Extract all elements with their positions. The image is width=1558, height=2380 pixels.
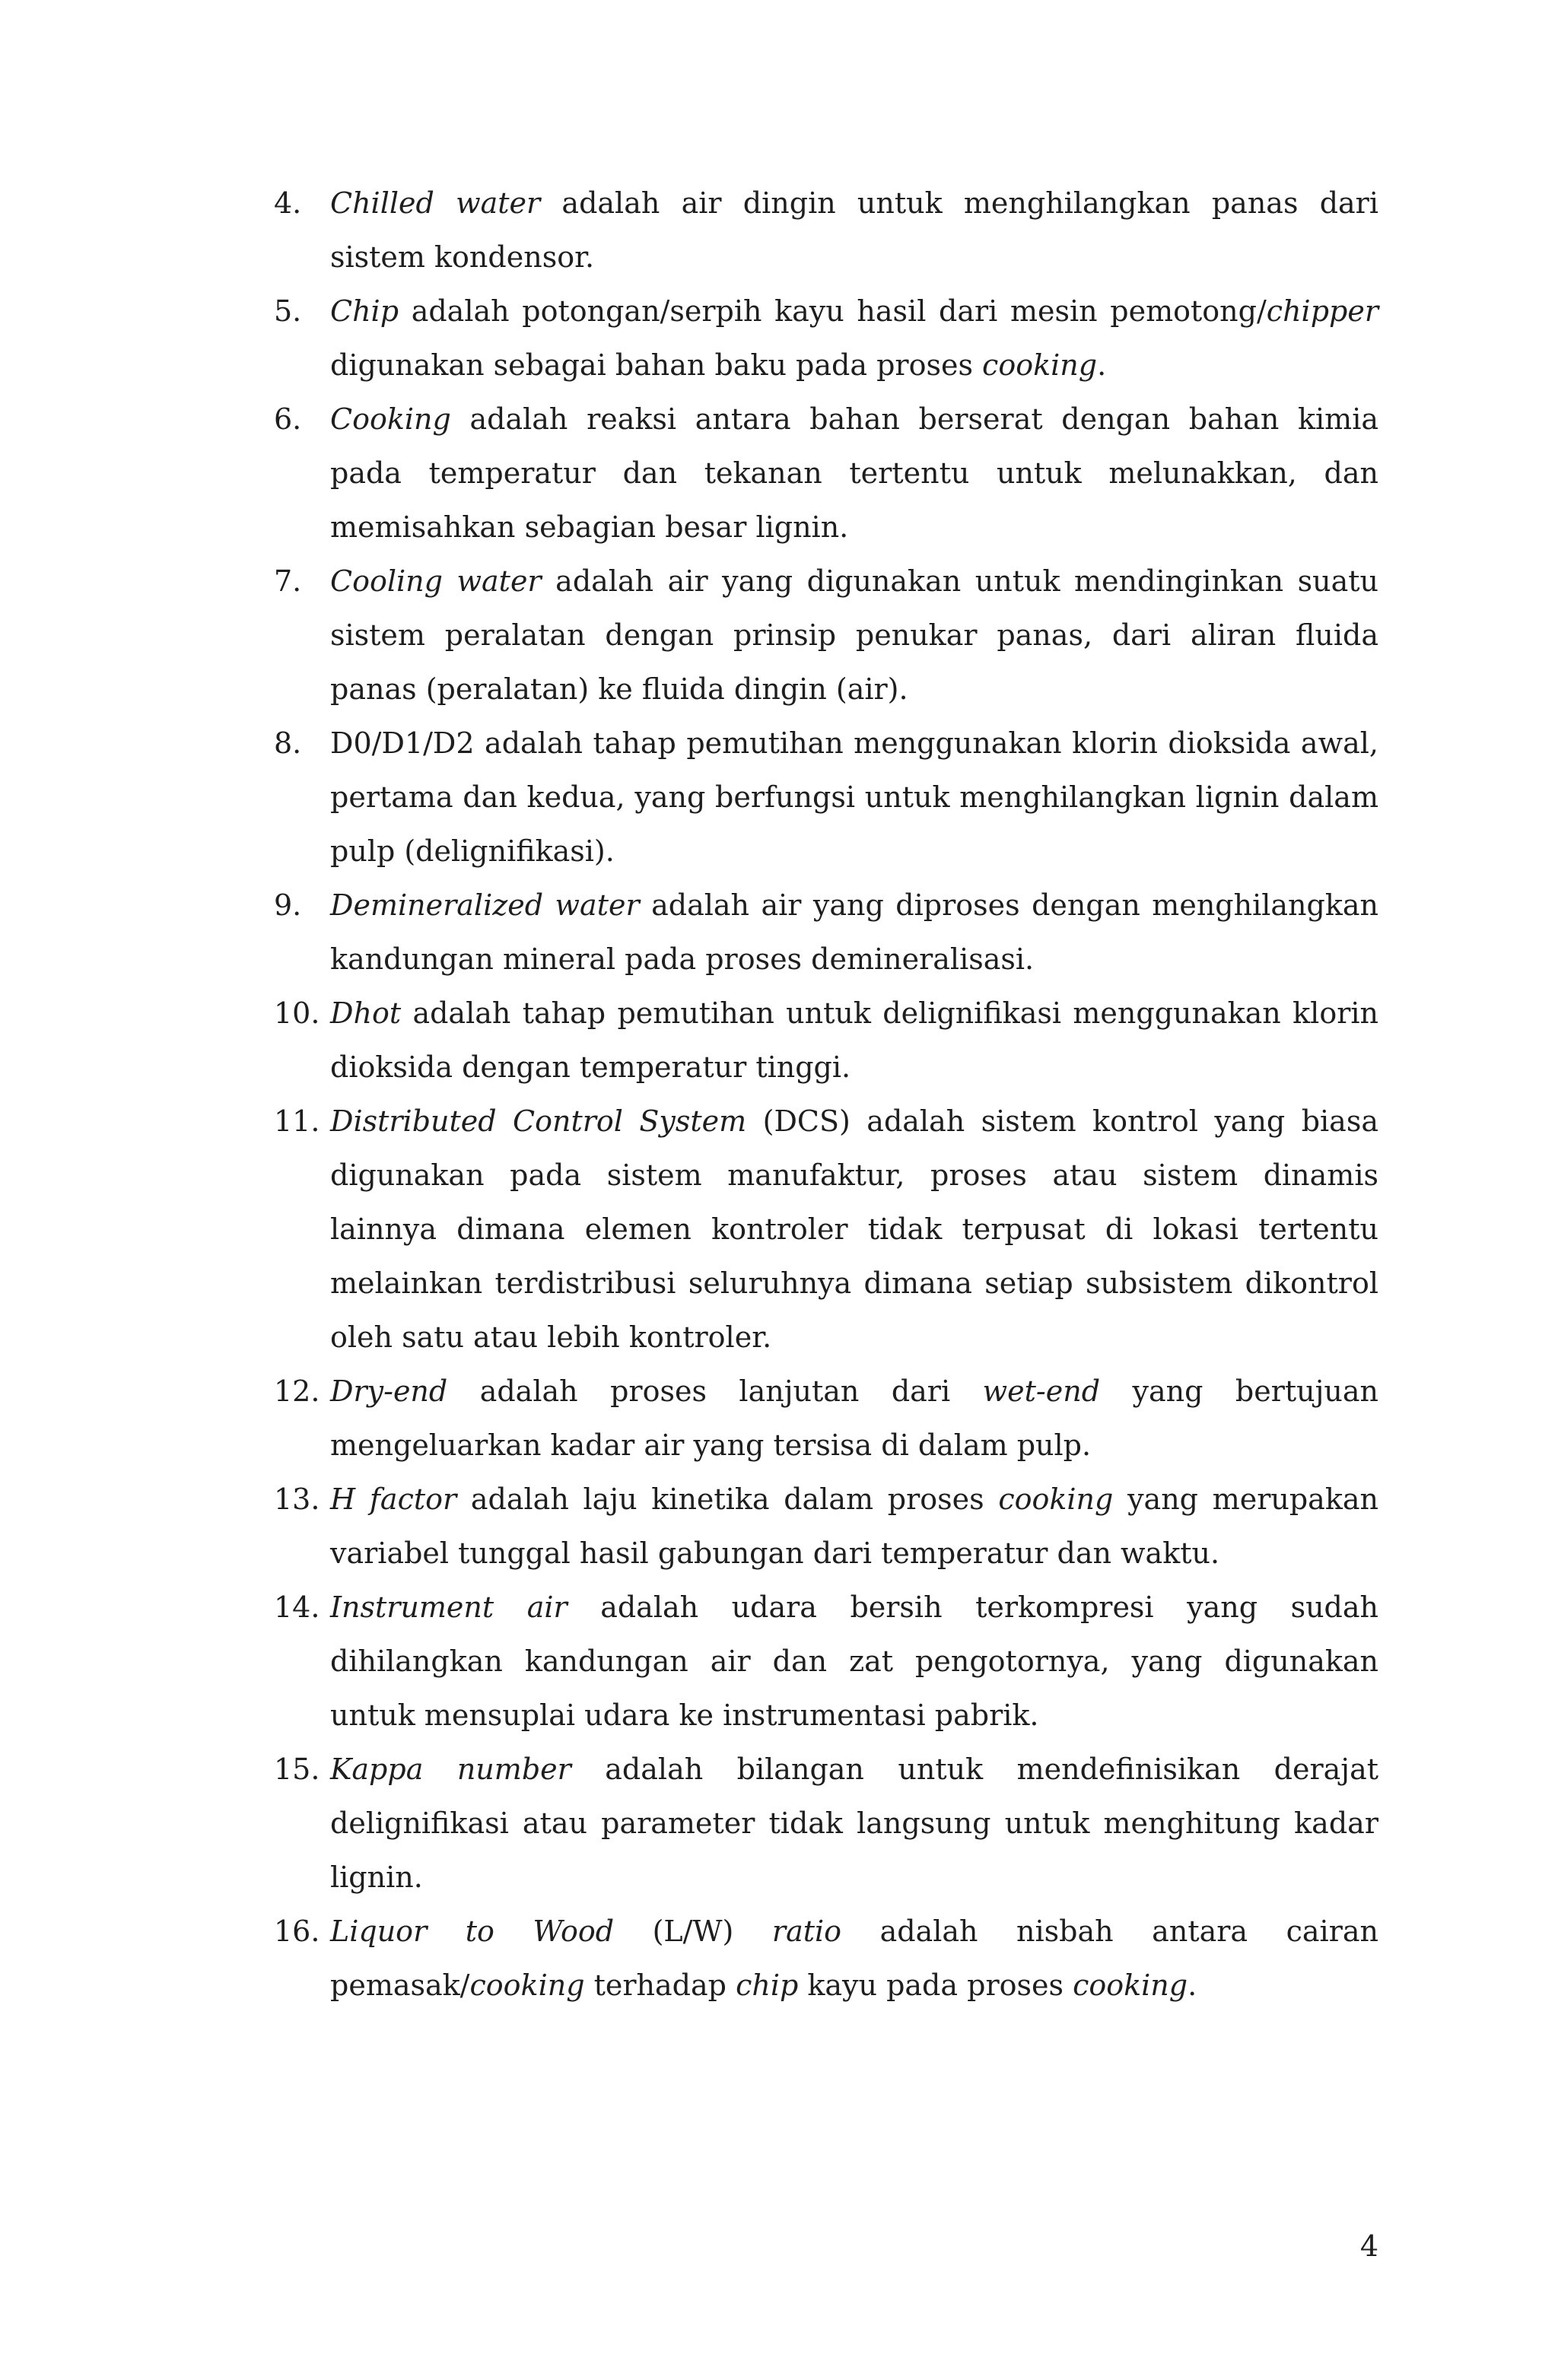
- italic-term: Liquor to Wood: [330, 1914, 615, 1948]
- text-run: adalah bilangan untuk mendefinisikan derajat delignifikasi atau parameter tidak langsung untuk menghitung kadar lignin.: [330, 1752, 1378, 1894]
- text-run: (L/W): [614, 1914, 772, 1948]
- text-run: yang bertujuan mengeluarkan kadar air yang tersisa di dalam pulp.: [330, 1374, 1378, 1462]
- text-run: adalah udara bersih terkompresi yang sudah dihilangkan kandungan air dan zat pengotornya, yang digunakan untuk mensuplai udara ke instrumentasi pabrik.: [330, 1590, 1378, 1732]
- definition-list: [274, 176, 1378, 2013]
- definition-item: [274, 392, 1378, 554]
- item-number: 11.: [274, 1104, 320, 1138]
- item-text: [330, 1365, 1378, 1473]
- italic-term: cooking: [1073, 1969, 1188, 2002]
- italic-term: cooking: [982, 348, 1098, 382]
- text-run: digunakan sebagai bahan baku pada proses: [330, 348, 983, 382]
- item-number: 10.: [274, 996, 320, 1030]
- text-run: kayu pada proses: [798, 1969, 1073, 2002]
- text-run: adalah air dingin untuk menghilangkan panas dari sistem kondensor.: [330, 186, 1378, 274]
- definition-item: [274, 1905, 1378, 2013]
- item-text: [330, 1905, 1378, 2013]
- italic-term: Dry-end: [330, 1374, 448, 1408]
- text-run: adalah potongan/serpih kayu hasil dari mesin pemotong/: [399, 294, 1267, 328]
- item-number: 16.: [274, 1914, 320, 1948]
- item-number: 13.: [274, 1482, 320, 1516]
- text-run: D0/D1/D2 adalah tahap pemutihan menggunakan klorin dioksida awal, pertama dan kedua, yang berfungsi untuk menghilangkan lignin dalam pulp (delignifikasi).: [330, 726, 1378, 868]
- text-run: yang merupakan variabel tunggal hasil gabungan dari temperatur dan waktu.: [330, 1482, 1378, 1570]
- text-run: adalah reaksi antara bahan berserat dengan bahan kimia pada temperatur dan tekanan tertentu untuk melunakkan, dan memisahkan sebagian besar lignin.: [330, 402, 1378, 544]
- definition-item: [274, 1473, 1378, 1581]
- text-run: adalah nisbah antara cairan pemasak/: [330, 1914, 1378, 2002]
- italic-term: H factor: [330, 1482, 457, 1516]
- definition-item: [274, 879, 1378, 987]
- text-run: (DCS) adalah sistem kontrol yang biasa digunakan pada sistem manufaktur, proses atau sistem dinamis lainnya dimana elemen kontroler tidak terpusat di lokasi tertentu melainkan terdistribusi seluruhnya dimana setiap subsistem dikontrol oleh satu atau lebih kontroler.: [330, 1104, 1378, 1354]
- italic-term: Cooking: [330, 402, 451, 436]
- italic-term: Chip: [330, 294, 399, 328]
- italic-term: Cooling water: [330, 564, 542, 598]
- italic-term: Instrument air: [330, 1590, 568, 1624]
- text-run: adalah proses lanjutan dari: [447, 1374, 983, 1408]
- text-run: adalah laju kinetika dalam proses: [456, 1482, 999, 1516]
- item-text: [330, 1095, 1378, 1365]
- definition-item: [274, 1743, 1378, 1905]
- item-text: [330, 1473, 1378, 1581]
- italic-term: cooking: [998, 1482, 1114, 1516]
- text-run: adalah tahap pemutihan untuk delignifikasi menggunakan klorin dioksida dengan temperatur tinggi.: [330, 996, 1378, 1084]
- italic-term: Chilled water: [330, 186, 541, 220]
- item-text: [330, 554, 1378, 717]
- page-number: 4: [1359, 2229, 1378, 2263]
- italic-term: cooking: [469, 1969, 585, 2002]
- definition-item: [274, 554, 1378, 717]
- italic-term: Demineralized water: [330, 888, 640, 922]
- item-text: [330, 176, 1378, 284]
- definition-item: [274, 717, 1378, 879]
- item-number: 12.: [274, 1374, 320, 1408]
- italic-term: Kappa number: [330, 1752, 571, 1786]
- italic-term: chip: [736, 1969, 799, 2002]
- item-text: [330, 1581, 1378, 1743]
- italic-term: Distributed Control System: [330, 1104, 747, 1138]
- definition-item: [274, 1365, 1378, 1473]
- definition-item: [274, 987, 1378, 1095]
- text-run: adalah air yang digunakan untuk mendinginkan suatu sistem peralatan dengan prinsip penukar panas, dari aliran fluida panas (peralatan) ke fluida dingin (air).: [330, 564, 1379, 706]
- item-number: 9.: [274, 888, 302, 922]
- item-text: [330, 284, 1378, 392]
- definition-item: [274, 1095, 1378, 1365]
- text-run: adalah air yang diproses dengan menghilangkan kandungan mineral pada proses demineralisasi.: [330, 888, 1379, 976]
- item-number: 7.: [274, 564, 302, 598]
- italic-term: Dhot: [330, 996, 402, 1030]
- text-run: .: [1188, 1969, 1197, 2002]
- text-run: terhadap: [584, 1969, 736, 2002]
- item-text: [330, 717, 1378, 879]
- italic-term: wet-end: [982, 1374, 1101, 1408]
- definition-item: [274, 1581, 1378, 1743]
- italic-term: chipper: [1266, 294, 1378, 328]
- italic-term: ratio: [771, 1914, 842, 1948]
- item-number: 8.: [274, 726, 302, 760]
- definition-item: [274, 176, 1378, 284]
- text-run: .: [1097, 348, 1107, 382]
- item-text: [330, 392, 1378, 554]
- item-number: 5.: [274, 294, 302, 328]
- item-number: 6.: [274, 402, 302, 436]
- item-text: [330, 1743, 1378, 1905]
- definition-item: [274, 284, 1378, 392]
- item-text: [330, 879, 1378, 987]
- item-number: 15.: [274, 1752, 320, 1786]
- item-text: [330, 987, 1378, 1095]
- item-number: 14.: [274, 1590, 320, 1624]
- item-number: 4.: [274, 186, 302, 220]
